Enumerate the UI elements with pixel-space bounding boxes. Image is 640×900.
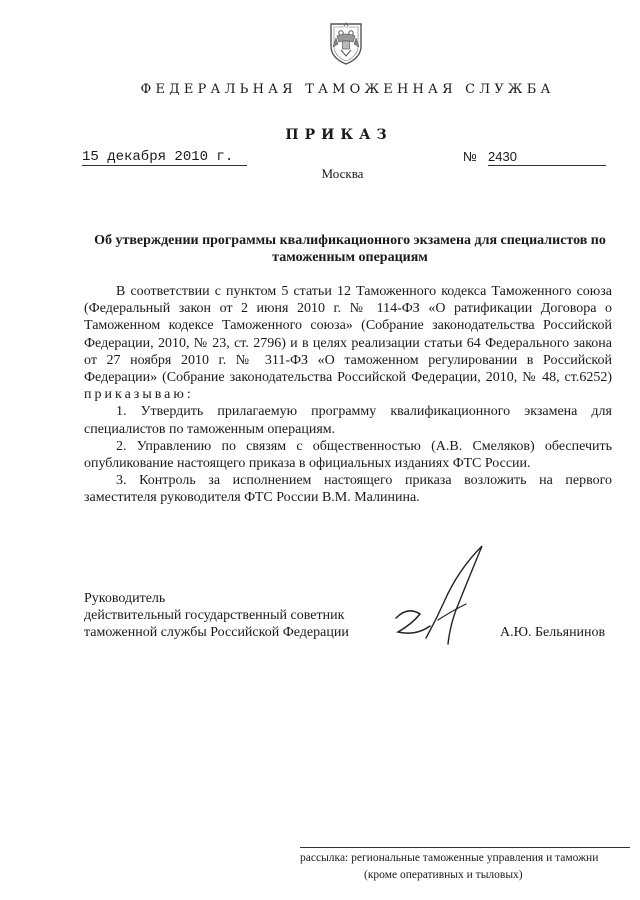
signatory-line: действительный государственный советник xyxy=(84,608,345,623)
signatory-line: Руководитель xyxy=(84,591,166,606)
divider xyxy=(300,847,630,848)
signatory-name: А.Ю. Бельянинов xyxy=(500,625,606,640)
mailing-line: рассылка: региональные таможенные управления и таможни xyxy=(300,852,599,864)
preamble-text: В соответствии с пунктом 5 статьи 12 Таможенного кодекса Таможенного союза (Федеральный закон от 2 июня 2010 г. № 114-ФЗ «О ратификации Договора о Таможенном кодексе Таможенного союза» (Собрание законодательства Российской Федерации, 2010, № 23, ст. 2796) и в целях реализации статьи 64 Федерального закона от 27 ноября 2010 г. № 311-ФЗ «О таможенном регулировании в Российской Федерации» (Собрание законодательства Российской Федерации, 2010, № 48, ст.6252) xyxy=(84,284,612,386)
document-type: ПРИКАЗ xyxy=(285,127,393,143)
signatory-title xyxy=(84,590,349,641)
handwritten-signature xyxy=(386,540,496,650)
order-body xyxy=(84,283,612,507)
order-item: 2. Управлению по связям с общественностью (А.В. Смеляков) обеспечить опубликование настоящего приказа в официальных изданиях ФТС России. xyxy=(84,438,612,472)
preamble-paragraph xyxy=(84,283,612,403)
order-item: 3. Контроль за исполнением настоящего приказа возложить на первого заместителя руководителя ФТС России В.М. Малинина. xyxy=(84,473,612,506)
city: Москва xyxy=(321,166,364,181)
signatory-line: таможенной службы Российской Федерации xyxy=(84,625,349,640)
order-date: 15 декабря 2010 г. xyxy=(82,149,247,166)
mailing-line: (кроме оперативных и тыловых) xyxy=(364,869,523,881)
mailing-list xyxy=(300,850,640,884)
order-number: 2430 xyxy=(488,149,606,166)
order-word: приказываю: xyxy=(84,387,194,403)
order-item: 1. Утвердить прилагаемую программу квалификационного экзамена для специалистов по таможенным операциям. xyxy=(84,404,612,437)
order-number-label: № xyxy=(463,149,477,164)
order-subject: Об утверждении программы квалификационного экзамена для специалистов по таможенным операциям xyxy=(94,233,606,265)
coat-of-arms-icon xyxy=(325,20,367,66)
agency-name: ФЕДЕРАЛЬНАЯ ТАМОЖЕННАЯ СЛУЖБА xyxy=(140,82,555,97)
